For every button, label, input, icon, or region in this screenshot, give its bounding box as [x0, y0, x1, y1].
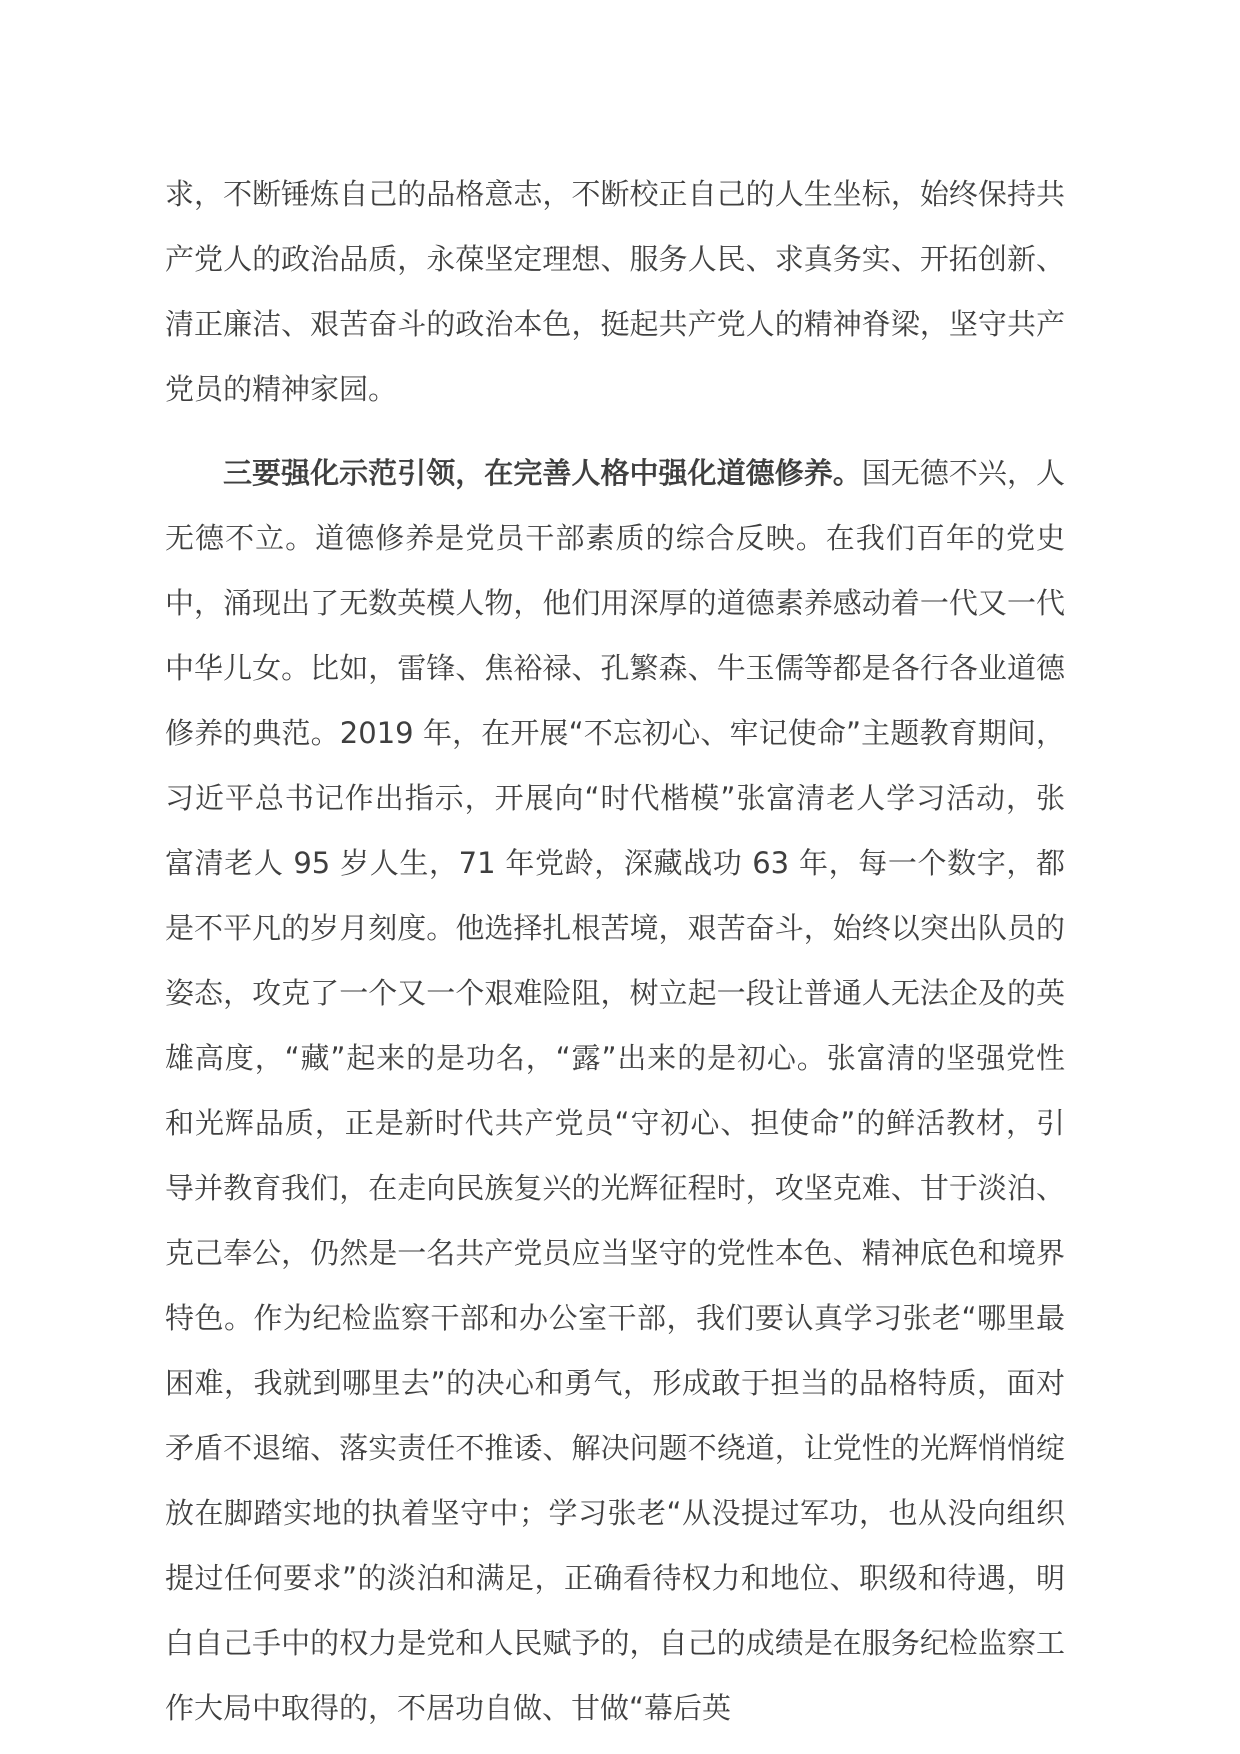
document-body [165, 162, 1065, 1741]
paragraph-section-three [165, 441, 1065, 1741]
paragraph-section-three-text: 国无德不兴，人无德不立。道德修养是党员干部素质的综合反映。在我们百年的党史中，涌现出了无数英模人物，他们用深厚的道德素养感动着一代又一代中华儿女。比如，雷锋、焦裕禄、孔繁森、牛玉儒等都是各行各业道德修养的典范。2019 年，在开展“不忘初心、牢记使命”主题教育期间，习近平总书记作出指示，开展向“时代楷模”张富清老人学习活动，张富清老人 95 岁人生，71 年党龄，深藏战功 63 年，每一个数字，都是不平凡的岁月刻度。他选择扎根苦境，艰苦奋斗，始终以突出队员的姿态，攻克了一个又一个艰难险阻，树立起一段让普通人无法企及的英雄高度，“藏”起来的是功名，“露”出来的是初心。张富清的坚强党性和光辉品质，正是新时代共产党员“守初心、担使命”的鲜活教材，引导并教育我们，在走向民族复兴的光辉征程时，攻坚克难、甘于淡泊、克己奉公，仍然是一名共产党员应当坚守的党性本色、精神底色和境界特色。作为纪检监察干部和办公室干部，我们要认真学习张老“哪里最困难，我就到哪里去”的决心和勇气，形成敢于担当的品格特质，面对矛盾不退缩、落实责任不推诿、解决问题不绕道，让党性的光辉悄悄绽放在脚踏实地的执着坚守中；学习张老“从没提过军功，也从没向组织提过任何要求”的淡泊和满足，正确看待权力和地位、职级和待遇，明白自己手中的权力是党和人民赋予的，自己的成绩是在服务纪检监察工作大局中取得的，不居功自做、甘做“幕后英 [165, 456, 1065, 1725]
paragraph-section-three-bold-lead: 三要强化示范引领，在完善人格中强化道德修养。 [223, 456, 862, 490]
paragraph-continuation [165, 162, 1065, 422]
paragraph-continuation-text: 求，不断锤炼自己的品格意志，不断校正自己的人生坐标，始终保持共产党人的政治品质，永葆坚定理想、服务人民、求真务实、开拓创新、清正廉洁、艰苦奋斗的政治本色，挺起共产党人的精神脊梁，坚守共产党员的精神家园。 [165, 177, 1065, 406]
